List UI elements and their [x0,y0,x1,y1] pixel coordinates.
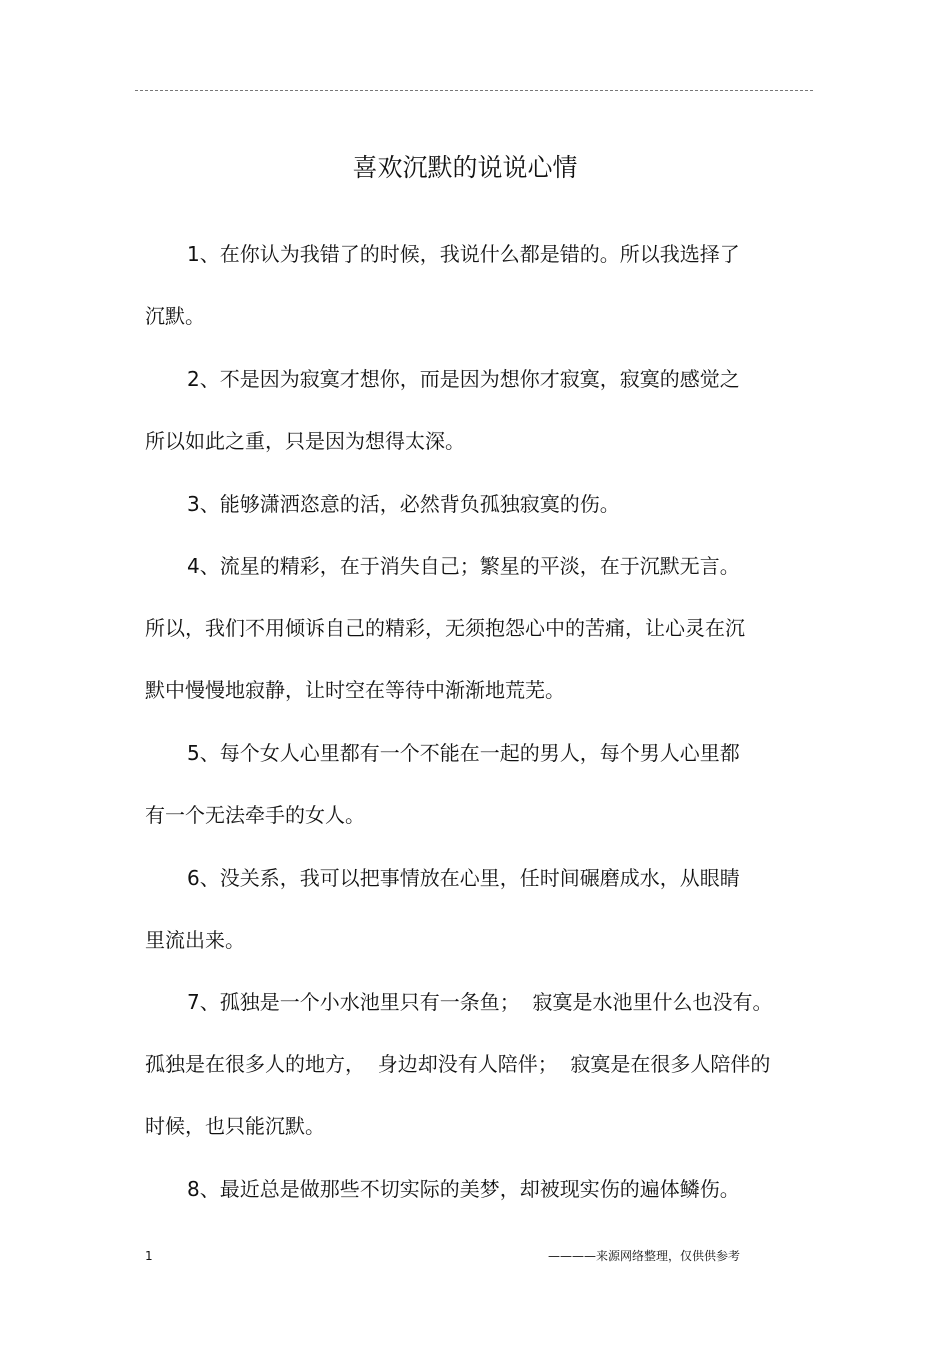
paragraph-1-line-1: 1、在你认为我错了的时候，我说什么都是错的。所以我选择了 [187,242,740,266]
paragraph-2-line-2: 所以如此之重，只是因为想得太深。 [145,429,465,453]
paragraph-7-line-2: 孤独是在很多人的地方， 身边却没有人陪伴； 寂寞是在很多人陪伴的 [145,1052,771,1076]
paragraph-1-line-2: 沉默。 [145,304,205,328]
paragraph-7-line-1: 7、孤独是一个小水池里只有一条鱼； 寂寞是水池里什么也没有。 [187,990,773,1014]
paragraph-4-line-3: 默中慢慢地寂静，让时空在等待中渐渐地荒芜。 [145,678,565,702]
paragraph-2-line-1: 2、不是因为寂寞才想你，而是因为想你才寂寞，寂寞的感觉之 [187,367,740,391]
paragraph-5-line-2: 有一个无法牵手的女人。 [145,803,365,827]
paragraph-5-line-1: 5、每个女人心里都有一个不能在一起的男人，每个男人心里都 [187,741,740,765]
paragraph-4-line-2: 所以，我们不用倾诉自己的精彩，无须抱怨心中的苦痛，让心灵在沉 [145,616,745,640]
page-number: 1 [145,1249,153,1263]
document-title: 喜欢沉默的说说心情 [352,153,578,182]
paragraph-3-line-1: 3、能够潇洒恣意的活，必然背负孤独寂寞的伤。 [187,492,620,516]
paragraph-7-line-3: 时候，也只能沉默。 [145,1114,325,1138]
paragraph-4-line-1: 4、流星的精彩，在于消失自己；繁星的平淡，在于沉默无言。 [187,554,740,578]
footer-note: ————来源网络整理，仅供供参考 [548,1249,741,1263]
paragraph-6-line-2: 里流出来。 [145,928,245,952]
header-rule [135,90,813,91]
paragraph-8-line-1: 8、最近总是做那些不切实际的美梦，却被现实伤的遍体鳞伤。 [187,1177,740,1201]
paragraph-6-line-1: 6、没关系，我可以把事情放在心里，任时间碾磨成水，从眼睛 [187,866,740,890]
